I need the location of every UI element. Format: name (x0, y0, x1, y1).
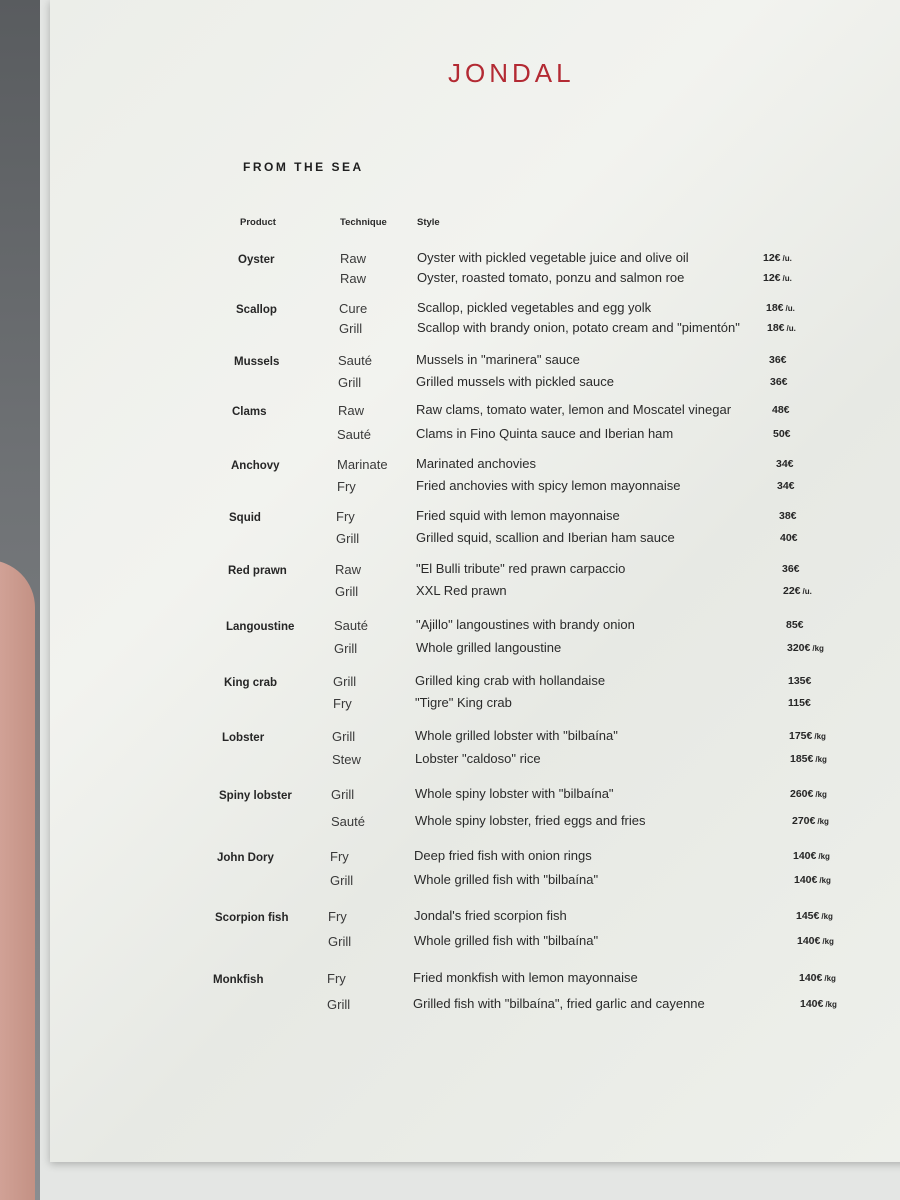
technique-text: Grill (333, 674, 357, 689)
price-value: 145€ (796, 910, 820, 922)
dish-description: Fried squid with lemon mayonnaise (416, 508, 620, 523)
dish-price (787, 642, 824, 654)
dish-price (786, 619, 804, 631)
dish-price (776, 458, 794, 470)
dish-price (763, 252, 792, 264)
header-product: Product (240, 217, 276, 228)
dish-description: Whole spiny lobster with "bilbaína" (415, 786, 614, 801)
price-value: 34€ (776, 458, 794, 470)
product-name: Red prawn (228, 565, 287, 577)
technique-text: Grill (332, 729, 356, 744)
technique-text: Grill (338, 375, 362, 390)
technique-text: Fry (327, 971, 346, 986)
price-value: 270€ (792, 815, 816, 827)
technique-text: Cure (339, 301, 368, 316)
product-name: Oyster (238, 254, 275, 266)
technique-text: Raw (340, 271, 367, 286)
price-unit: /u. (802, 587, 812, 596)
technique-text: Grill (330, 873, 354, 888)
technique-text: Marinate (337, 457, 388, 472)
price-value: 22€ (783, 585, 801, 597)
dish-price (770, 376, 788, 388)
dish-description: Grilled mussels with pickled sauce (416, 374, 614, 389)
price-value: 140€ (800, 998, 824, 1010)
price-value: 140€ (793, 850, 817, 862)
price-value: 140€ (799, 972, 823, 984)
price-value: 34€ (777, 480, 795, 492)
price-value: 320€ (787, 642, 811, 654)
dish-price (797, 935, 834, 947)
header-style: Style (417, 217, 440, 228)
section-title: FROM THE SEA (243, 160, 364, 174)
price-value: 12€ (763, 252, 781, 264)
dish-price (783, 585, 812, 597)
product-name: Scorpion fish (215, 912, 289, 924)
technique-text: Sauté (337, 427, 371, 442)
price-value: 175€ (789, 730, 813, 742)
price-value: 18€ (766, 302, 784, 314)
dish-description: Whole grilled fish with "bilbaína" (414, 933, 599, 948)
dish-description: Whole grilled langoustine (416, 640, 562, 655)
dish-description: Grilled fish with "bilbaína", fried garlic and cayenne (413, 996, 705, 1011)
product-name: Mussels (234, 356, 280, 368)
price-unit: /u. (786, 324, 796, 333)
price-unit: /kg (822, 937, 834, 946)
dish-description: Whole spiny lobster, fried eggs and fries (415, 813, 646, 828)
product-name: Monkfish (213, 974, 264, 986)
technique-text: Fry (337, 479, 356, 494)
price-unit: /kg (824, 974, 836, 983)
dish-description: Grilled king crab with hollandaise (415, 673, 606, 688)
dish-price (796, 910, 833, 922)
dish-description: Clams in Fino Quinta sauce and Iberian ham (416, 426, 674, 441)
technique-text: Sauté (334, 618, 368, 633)
price-unit: /kg (814, 732, 826, 741)
dish-price (779, 510, 797, 522)
price-value: 36€ (782, 563, 800, 575)
price-unit: /u. (782, 254, 792, 263)
dish-description: Grilled squid, scallion and Iberian ham sauce (416, 530, 675, 545)
price-unit: /kg (812, 644, 824, 653)
price-unit: /kg (815, 755, 827, 764)
dish-price (766, 302, 795, 314)
dish-description: Fried anchovies with spicy lemon mayonnaise (416, 478, 681, 493)
dish-price (792, 815, 829, 827)
dish-price (790, 753, 827, 765)
price-value: 140€ (794, 874, 818, 886)
price-value: 85€ (786, 619, 804, 631)
price-unit: /kg (817, 817, 829, 826)
dish-description: "El Bulli tribute" red prawn carpaccio (416, 561, 626, 576)
dish-description: Oyster, roasted tomato, ponzu and salmon roe (417, 270, 685, 285)
dish-description: Fried monkfish with lemon mayonnaise (413, 970, 638, 985)
price-value: 38€ (779, 510, 797, 522)
price-unit: /kg (821, 912, 833, 921)
dish-description: Raw clams, tomato water, lemon and Moscatel vinegar (416, 402, 732, 417)
technique-text: Sauté (338, 353, 372, 368)
dish-description: Marinated anchovies (416, 456, 536, 471)
dish-description: Oyster with pickled vegetable juice and olive oil (417, 250, 689, 265)
technique-text: Fry (330, 849, 349, 864)
dish-price (800, 998, 837, 1010)
dish-price (793, 850, 830, 862)
price-unit: /kg (819, 876, 831, 885)
product-name: Langoustine (226, 621, 295, 633)
technique-text: Fry (333, 696, 352, 711)
price-unit: /u. (782, 274, 792, 283)
technique-text: Sauté (331, 814, 365, 829)
price-value: 36€ (769, 354, 787, 366)
technique-text: Fry (336, 509, 355, 524)
dish-price (767, 322, 796, 334)
product-name: Scallop (236, 304, 277, 316)
dish-price (763, 272, 792, 284)
price-value: 12€ (763, 272, 781, 284)
dish-description: Deep fried fish with onion rings (414, 848, 592, 863)
technique-text: Grill (334, 641, 358, 656)
price-value: 140€ (797, 935, 821, 947)
dish-description: Scallop, pickled vegetables and egg yolk (417, 300, 652, 315)
technique-text: Raw (335, 562, 362, 577)
dish-price (789, 730, 826, 742)
technique-text: Raw (340, 251, 367, 266)
dish-price (780, 532, 798, 544)
technique-text: Fry (328, 909, 347, 924)
technique-text: Grill (331, 787, 355, 802)
technique-text: Raw (338, 403, 365, 418)
price-unit: /kg (815, 790, 827, 799)
product-name: Lobster (222, 732, 265, 744)
dish-description: "Tigre" King crab (415, 695, 512, 710)
dish-description: Lobster "caldoso" rice (415, 751, 541, 766)
price-value: 115€ (788, 697, 811, 709)
price-value: 40€ (780, 532, 798, 544)
technique-text: Grill (339, 321, 363, 336)
dish-price (782, 563, 800, 575)
dish-price (772, 404, 790, 416)
dish-description: "Ajillo" langoustines with brandy onion (416, 617, 635, 632)
price-value: 18€ (767, 322, 785, 334)
technique-text: Grill (327, 997, 351, 1012)
restaurant-logo: JONDAL (448, 58, 575, 88)
price-unit: /kg (818, 852, 830, 861)
technique-text: Stew (332, 752, 361, 767)
dish-price (794, 874, 831, 886)
product-name: Anchovy (231, 460, 280, 472)
price-value: 36€ (770, 376, 788, 388)
technique-text: Grill (335, 584, 359, 599)
dish-price (788, 697, 811, 709)
price-value: 135€ (788, 675, 812, 687)
dish-description: Mussels in "marinera" sauce (416, 352, 580, 367)
product-name: Squid (229, 512, 261, 524)
product-name: John Dory (217, 852, 274, 864)
technique-text: Grill (328, 934, 352, 949)
dish-price (788, 675, 811, 687)
technique-text: Grill (336, 531, 360, 546)
dish-price (799, 972, 836, 984)
dish-price (777, 480, 795, 492)
dish-price (769, 354, 787, 366)
price-value: 185€ (790, 753, 814, 765)
dish-description: Whole grilled lobster with "bilbaína" (415, 728, 618, 743)
dish-description: Whole grilled fish with "bilbaína" (414, 872, 599, 887)
product-name: Spiny lobster (219, 790, 292, 802)
product-name: King crab (224, 677, 278, 689)
dish-description: XXL Red prawn (416, 583, 507, 598)
product-name: Clams (232, 406, 267, 418)
price-value: 48€ (772, 404, 790, 416)
dish-description: Scallop with brandy onion, potato cream and "pimentón" (417, 320, 740, 335)
dish-description: Jondal's fried scorpion fish (414, 908, 567, 923)
price-value: 50€ (773, 428, 791, 440)
price-unit: /kg (825, 1000, 837, 1009)
dish-price (773, 428, 791, 440)
dish-price (790, 788, 827, 800)
price-unit: /u. (785, 304, 795, 313)
price-value: 260€ (790, 788, 814, 800)
header-technique: Technique (340, 217, 387, 228)
